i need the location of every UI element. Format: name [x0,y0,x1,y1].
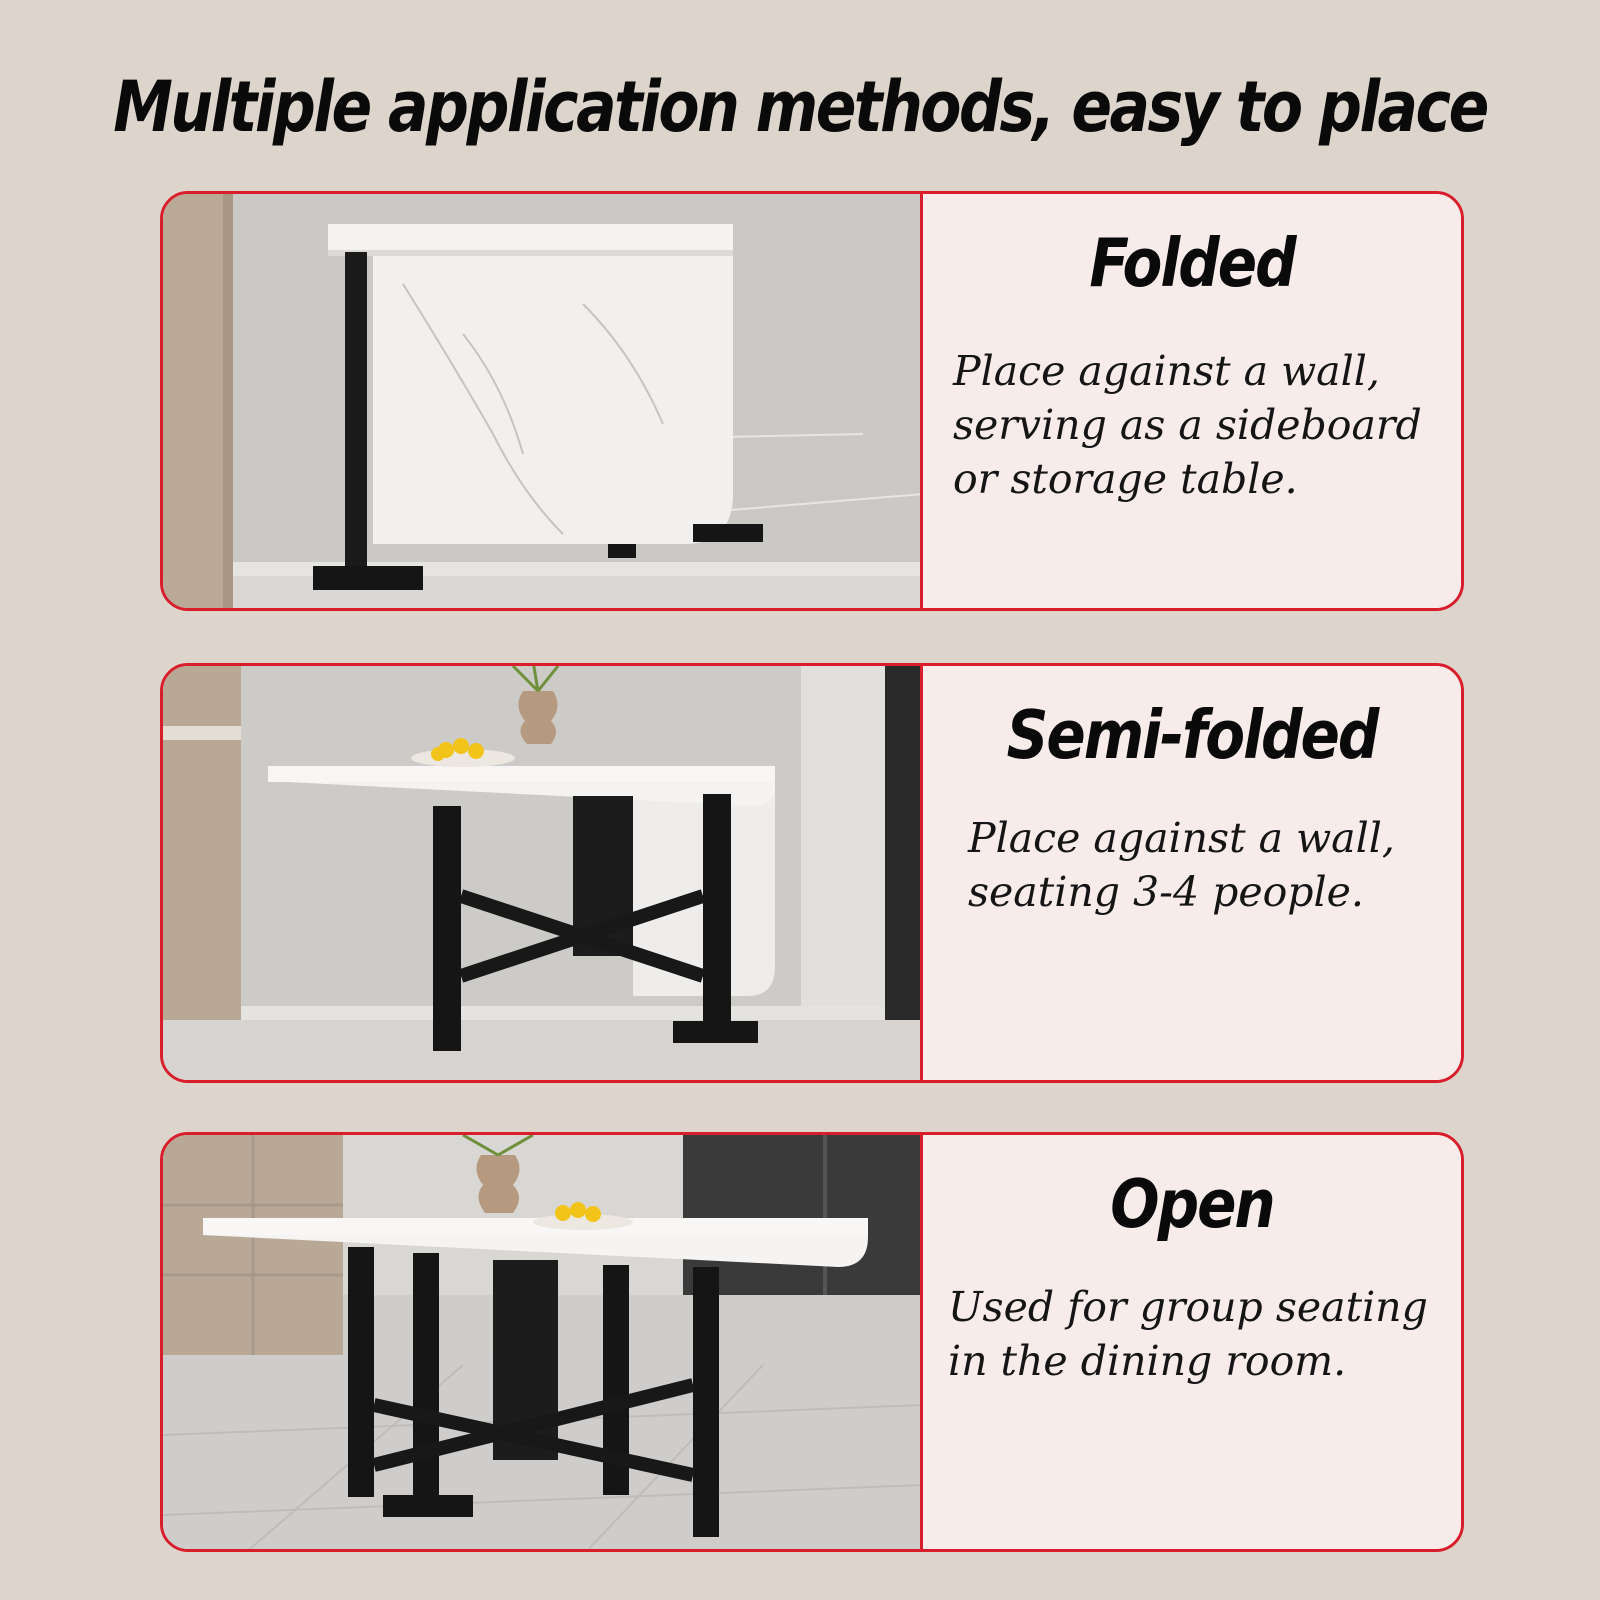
folded-panel [923,194,1461,608]
mode-title: Folded [1089,224,1295,303]
open-table-photo [163,1135,923,1549]
folded-table-photo [163,194,923,608]
mode-description: Used for group seating in the dining room. [948,1283,1428,1385]
open-panel [923,1135,1461,1549]
mode-title: Open [1110,1165,1274,1244]
semi-folded-table-photo [163,666,923,1080]
folded-mode-card [160,191,1464,611]
open-mode-card [160,1132,1464,1552]
semi-folded-mode-card [160,663,1464,1083]
mode-title: Semi-folded [1006,696,1378,775]
mode-description: Place against a wall, serving as a sideboard or storage table. [953,347,1422,503]
semi-folded-panel [923,666,1461,1080]
headline: Multiple application methods, easy to place [113,66,1487,149]
mode-description: Place against a wall, seating 3-4 people. [968,814,1395,916]
